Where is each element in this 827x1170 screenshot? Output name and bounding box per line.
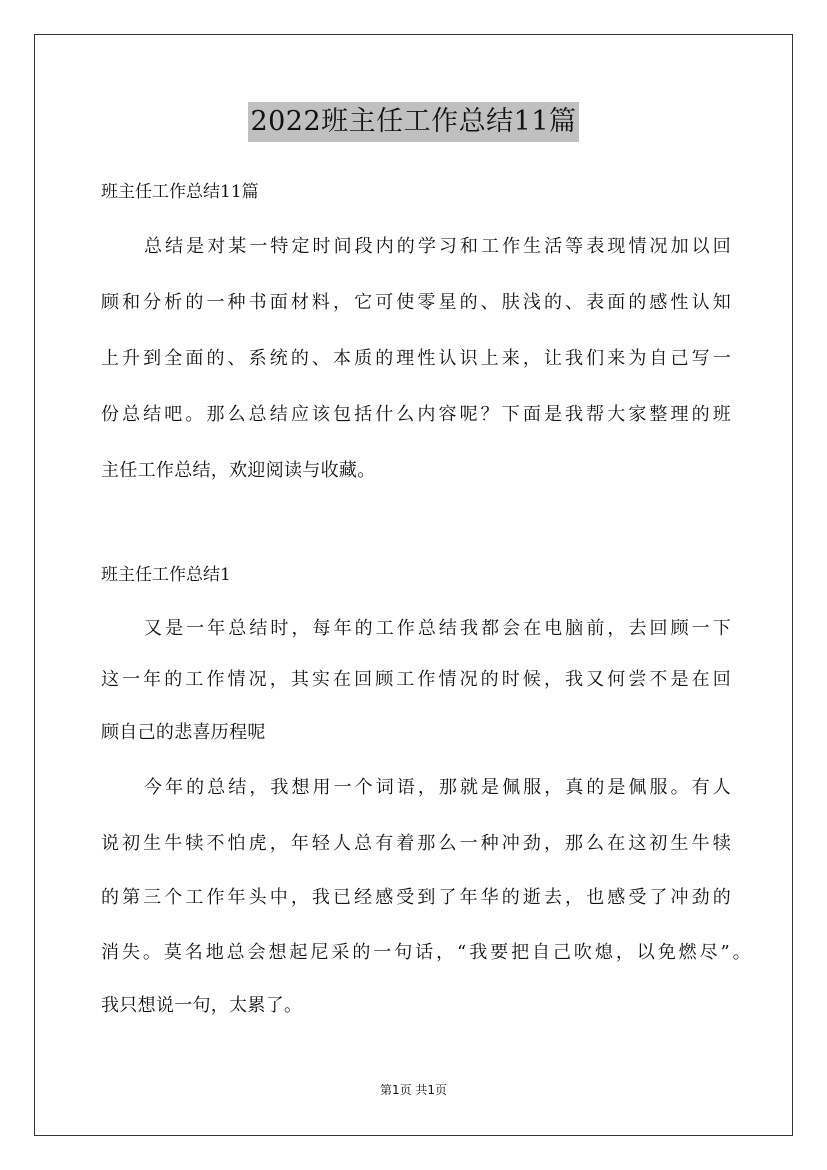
intro-line-4: 份总结吧。那么总结应该包括什么内容呢？下面是我帮大家整理的班: [101, 404, 731, 425]
intro-line-1: 总结是对某一特定时间段内的学习和工作生活等表现情况加以回: [144, 236, 731, 257]
para2-line-5: 我只想说一句，太累了。: [101, 995, 303, 1016]
para2-line-4: 消失。莫名地总会想起尼采的一句话，“我要把自己吹熄，以免燃尽”。: [101, 942, 751, 963]
section-heading-1: 班主任工作总结1: [101, 565, 231, 585]
intro-line-2: 顾和分析的一种书面材料，它可使零星的、肤浅的、表面的感性认知: [101, 292, 731, 313]
document-title-wrapper: [0, 100, 827, 142]
page-number-footer: 第1页 共1页: [379, 1083, 448, 1097]
document-title: 2022班主任工作总结11篇: [248, 102, 578, 142]
para2-line-2: 说初生牛犊不怕虎，年轻人总有着那么一种冲劲，那么在这初生牛犊: [101, 833, 731, 854]
intro-line-5: 主任工作总结，欢迎阅读与收藏。: [101, 460, 376, 481]
para1-line-3: 顾自己的悲喜历程呢: [101, 722, 266, 743]
document-subtitle: 班主任工作总结11篇: [101, 182, 259, 202]
para1-line-2: 这一年的工作情况，其实在回顾工作情况的时候，我又何尝不是在回: [101, 669, 731, 690]
para1-line-1: 又是一年总结时，每年的工作总结我都会在电脑前，去回顾一下: [144, 618, 731, 639]
intro-line-3: 上升到全面的、系统的、本质的理性认识上来，让我们来为自己写一: [101, 348, 731, 369]
para2-line-1: 今年的总结，我想用一个词语，那就是佩服，真的是佩服。有人: [144, 777, 731, 798]
para2-line-3: 的第三个工作年头中，我已经感受到了年华的逝去，也感受了冲劲的: [101, 887, 731, 908]
